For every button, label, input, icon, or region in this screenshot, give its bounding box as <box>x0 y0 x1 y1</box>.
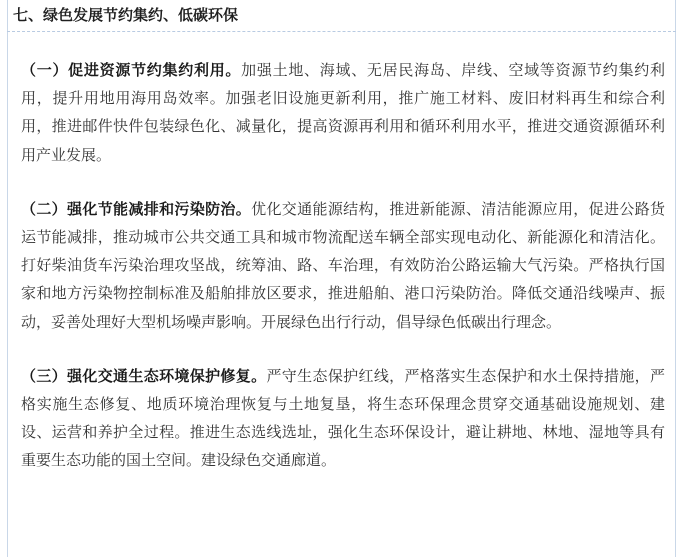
article-body <box>21 56 665 501</box>
paragraph-ecological-protection <box>21 362 665 475</box>
paragraph-lead: （二）强化节能减排和污染防治。 <box>21 199 252 218</box>
paragraph-lead: （一）促进资源节约集约利用。 <box>21 61 242 79</box>
section-title: 七、绿色发展节约集约、低碳环保 <box>13 6 239 24</box>
paragraph-text: 加强土地、海域、无居民海岛、岸线、空域等资源节约集约利用，提升用地用海用岛效率。加强老旧设施更新利用，推广施工材料、废旧材料再生和综合利用，推进邮件快件包装绿色化、减量化，提高资源再利用和循环利用水平，推进交通资源循环利用产业发展。 <box>21 61 665 164</box>
title-divider <box>7 31 676 32</box>
paragraph-resource-conservation <box>21 56 665 169</box>
paragraph-text: 严守生态保护红线，严格落实生态保护和水土保持措施，严格实施生态修复、地质环境治理恢复与土地复垦，将生态环保理念贯穿交通基础设施规划、建设、运营和养护全过程。推进生态选线选址，强化生态环保设计，避让耕地、林地、湿地等具有重要生态功能的国土空间。建设绿色交通廊道。 <box>21 366 665 470</box>
paragraph-lead: （三）强化交通生态环境保护修复。 <box>21 366 267 385</box>
paragraph-energy-pollution <box>21 195 665 336</box>
paragraph-text: 优化交通能源结构，推进新能源、清洁能源应用，促进公路货运节能减排，推动城市公共交通工具和城市物流配送车辆全部实现电动化、新能源化和清洁化。打好柴油货车污染治理攻坚战，统筹油、路、车治理，有效防治公路运输大气污染。严格执行国家和地方污染物控制标准及船舶排放区要求，推进船舶、港口污染防治。降低交通沿线噪声、振动，妥善处理好大型机场噪声影响。开展绿色出行行动，倡导绿色低碳出行理念。 <box>21 199 665 331</box>
